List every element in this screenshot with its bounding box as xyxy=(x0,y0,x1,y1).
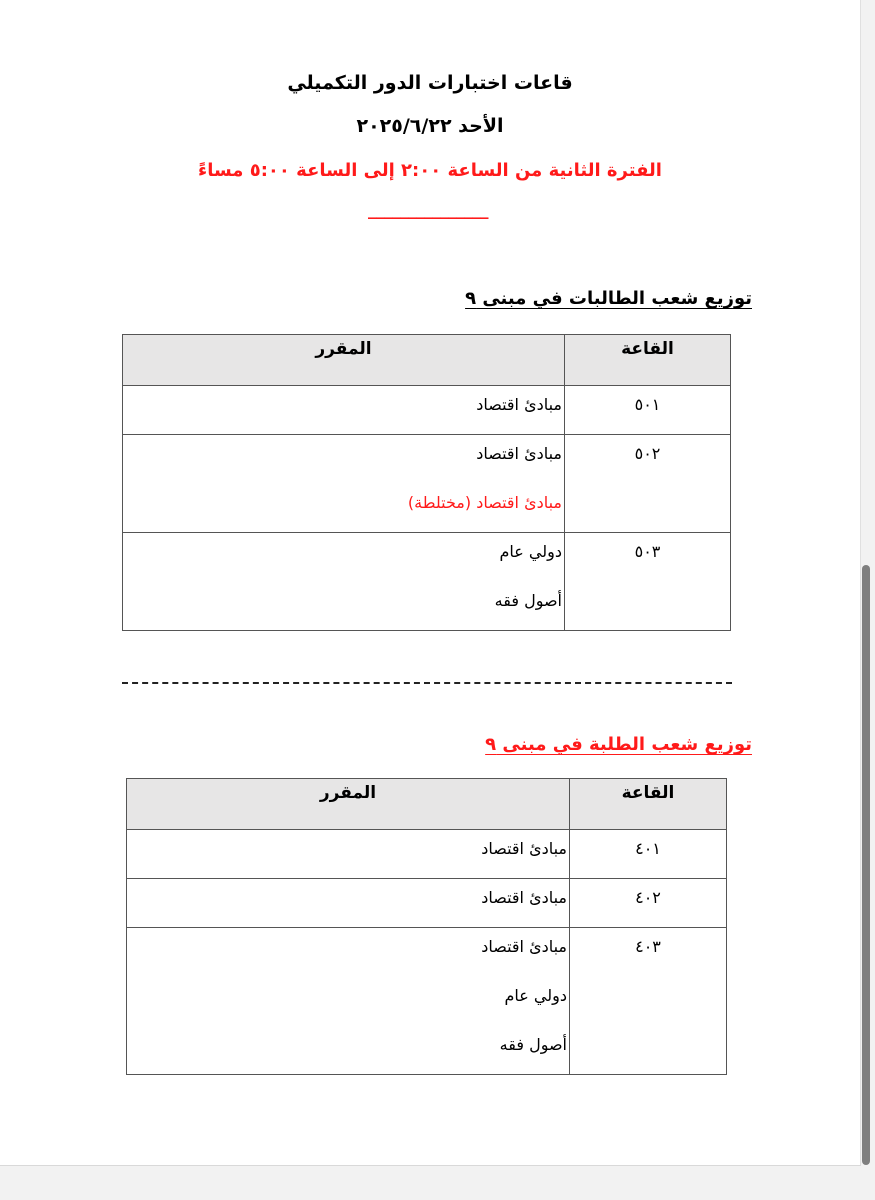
table-header-row xyxy=(123,335,731,386)
male-rooms-table xyxy=(126,778,727,1075)
course-name: مبادئ اقتصاد xyxy=(481,888,567,907)
scrollbar-thumb[interactable] xyxy=(862,565,870,1165)
header-course: المقرر xyxy=(123,335,565,386)
room-number: ٤٠٣ xyxy=(635,937,661,956)
exam-date: الأحد ٢٠٢٥/٦/٢٢ xyxy=(356,115,504,137)
header-room: القاعة xyxy=(565,335,731,386)
room-number: ٤٠٢ xyxy=(635,888,661,907)
table-header-row xyxy=(127,779,727,830)
table-row xyxy=(123,435,731,533)
course-name: أصول فقه xyxy=(494,591,562,610)
table-row xyxy=(127,928,727,1075)
room-number: ٥٠١ xyxy=(634,395,661,414)
course-name: مبادئ اقتصاد xyxy=(476,444,562,463)
course-name: مبادئ اقتصاد xyxy=(481,937,567,956)
room-number: ٥٠٣ xyxy=(634,542,661,561)
course-name: مبادئ اقتصاد xyxy=(476,395,562,414)
section-separator xyxy=(122,682,732,684)
male-section-heading: توزيع شعب الطلبة في مبنى ٩ xyxy=(485,734,752,755)
course-name: مبادئ اقتصاد xyxy=(481,839,567,858)
table-row xyxy=(127,879,727,928)
female-section-heading: توزيع شعب الطالبات في مبنى ٩ xyxy=(465,288,752,309)
table-row xyxy=(123,533,731,631)
red-divider: _______________ xyxy=(368,200,488,220)
table-row xyxy=(123,386,731,435)
course-name: دولي عام xyxy=(504,986,567,1005)
table-row xyxy=(127,830,727,879)
header-room: القاعة xyxy=(570,779,727,830)
document-title: قاعات اختبارات الدور التكميلي xyxy=(287,72,573,94)
course-name: دولي عام xyxy=(499,542,562,561)
course-name-mixed: مبادئ اقتصاد (مختلطة) xyxy=(407,493,562,512)
exam-period: الفترة الثانية من الساعة ٢:٠٠ إلى الساعة ٥:٠٠ مساءً xyxy=(198,160,662,181)
room-number: ٤٠١ xyxy=(635,839,661,858)
course-name: أصول فقه xyxy=(499,1035,567,1054)
female-rooms-table xyxy=(122,334,731,631)
room-number: ٥٠٢ xyxy=(634,444,661,463)
header-course: المقرر xyxy=(127,779,570,830)
